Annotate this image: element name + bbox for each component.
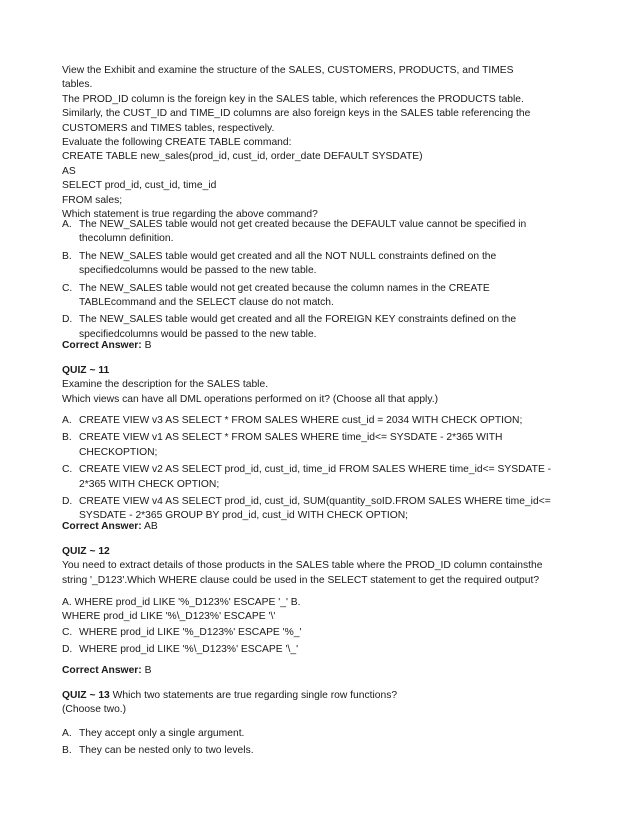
q12-pre-options <box>62 596 582 625</box>
q10-stem-line: The PROD_ID column is the foreign key in the SALES table, which references the PRODUCTS table. <box>62 93 524 105</box>
option-text: WHERE prod_id LIKE '%_D123%' ESCAPE '%_' <box>79 627 302 638</box>
option-text: They accept only a single argument. <box>79 728 245 739</box>
option-text: The NEW_SALES table would get created and all the NOT NULL constraints defined on the <box>79 250 497 262</box>
option-letter: A. <box>62 728 72 739</box>
option-text: specifiedcolumns would be passed to the new table. <box>79 328 317 340</box>
option-letter: B. <box>62 745 72 757</box>
option-text: TABLEcommand and the SELECT clause do not match. <box>79 297 334 309</box>
q11-option-a <box>62 414 582 428</box>
option-text: thecolumn definition. <box>79 233 174 245</box>
quiz-header: QUIZ ~ 12 <box>62 546 110 557</box>
q10-options <box>62 218 582 345</box>
q10-stem-line: Evaluate the following CREATE TABLE command: <box>62 137 292 149</box>
q13-stem-line: (Choose two.) <box>62 704 127 716</box>
q11-stem <box>62 364 582 407</box>
quiz-header: QUIZ ~ 11 <box>62 365 110 376</box>
q10-stem-line: tables. <box>62 79 93 91</box>
option-letter: A. <box>62 415 72 426</box>
option-letter: D. <box>62 496 73 508</box>
option-text: CHECKOPTION; <box>79 446 158 458</box>
option-text: The NEW_SALES table would not get created because the DEFAULT value cannot be specified in <box>79 219 527 230</box>
option-text: A. WHERE prod_id LIKE '%_D123%' ESCAPE '_' B. <box>62 597 301 608</box>
option-text: 2*365 WITH CHECK OPTION; <box>79 478 220 490</box>
option-text: SYSDATE - 2*365 GROUP BY prod_id, cust_id WITH CHECK OPTION; <box>79 510 409 522</box>
option-text: WHERE prod_id LIKE '%\_D123%' ESCAPE '\_' <box>79 644 299 656</box>
option-text: CREATE VIEW v1 AS SELECT * FROM SALES WHERE time_id<= SYSDATE - 2*365 WITH <box>79 432 503 444</box>
q12-option-c <box>62 626 582 640</box>
q12-option-d <box>62 643 582 657</box>
answer-label: Correct Answer: <box>62 665 142 676</box>
q11-options <box>62 414 582 527</box>
answer-value: AB <box>141 521 158 532</box>
q10-answer <box>62 339 582 353</box>
option-text: The NEW_SALES table would not get created because the column names in the CREATE <box>79 282 490 294</box>
q12-stem <box>62 545 582 588</box>
q10-stem-line: Which statement is true regarding the above command? <box>62 209 318 221</box>
q12-stem-line: You need to extract details of those products in the SALES table where the PROD_ID column containsthe <box>62 560 543 572</box>
option-text: CREATE VIEW v2 AS SELECT prod_id, cust_id, time_id FROM SALES WHERE time_id<= SYSDATE - <box>79 464 552 476</box>
q13-option-b <box>62 744 582 758</box>
q12-options <box>62 626 582 661</box>
q10-option-b <box>62 250 582 279</box>
option-letter: C. <box>62 627 73 638</box>
q10-stem-line: View the Exhibit and examine the structure of the SALES, CUSTOMERS, PRODUCTS, and TIMES <box>62 65 514 76</box>
q10-stem-line: CREATE TABLE new_sales(prod_id, cust_id, order_date DEFAULT SYSDATE) <box>62 151 423 163</box>
q11-stem-line: Examine the description for the SALES table. <box>62 379 269 391</box>
q10-stem-line: AS <box>62 165 76 177</box>
option-letter: D. <box>62 644 73 656</box>
option-letter: C. <box>62 464 73 476</box>
q13-option-a <box>62 727 582 741</box>
option-letter: B. <box>62 432 72 444</box>
q13-options <box>62 727 582 762</box>
q10-stem <box>62 64 582 222</box>
q11-option-b <box>62 431 582 460</box>
answer-value: B <box>141 340 152 351</box>
q10-stem-line: SELECT prod_id, cust_id, time_id <box>62 180 217 192</box>
option-text: The NEW_SALES table would get created and all the FOREIGN KEY constraints defined on the <box>79 314 517 326</box>
q10-option-a <box>62 218 582 247</box>
option-letter: C. <box>62 282 73 294</box>
quiz-header: QUIZ ~ 13 <box>62 690 110 701</box>
option-text: CREATE VIEW v3 AS SELECT * FROM SALES WHERE cust_id = 2034 WITH CHECK OPTION; <box>79 415 523 426</box>
option-text: CREATE VIEW v4 AS SELECT prod_id, cust_id, SUM(quantity_soID.FROM SALES WHERE time_id<= <box>79 496 551 508</box>
option-text: WHERE prod_id LIKE '%\_D123%' ESCAPE '\' <box>62 611 276 623</box>
answer-value: B <box>141 665 152 676</box>
q12-answer <box>62 664 582 678</box>
q11-stem-line: Which views can have all DML operations performed on it? (Choose all that apply.) <box>62 393 439 405</box>
answer-label: Correct Answer: <box>62 340 142 351</box>
option-text: specifiedcolumns would be passed to the new table. <box>79 265 317 277</box>
option-letter: D. <box>62 314 73 326</box>
q13-stem <box>62 689 582 718</box>
q12-stem-line: string '_D123'.Which WHERE clause could be used in the SELECT statement to get the required output? <box>62 574 540 586</box>
answer-label: Correct Answer: <box>62 521 142 532</box>
q13-stem-line: Which two statements are true regarding single row functions? <box>109 690 398 701</box>
q11-option-c <box>62 463 582 492</box>
q10-option-d <box>62 313 582 342</box>
q11-answer <box>62 520 582 534</box>
option-letter: A. <box>62 219 72 230</box>
q10-stem-line: Similarly, the CUST_ID and TIME_ID columns are also foreign keys in the SALES table referencing the <box>62 108 531 120</box>
q10-stem-line: FROM sales; <box>62 194 123 206</box>
q10-option-c <box>62 282 582 311</box>
option-text: They can be nested only to two levels. <box>79 745 254 757</box>
option-letter: B. <box>62 250 72 262</box>
q10-stem-line: CUSTOMERS and TIMES tables, respectively. <box>62 122 275 134</box>
